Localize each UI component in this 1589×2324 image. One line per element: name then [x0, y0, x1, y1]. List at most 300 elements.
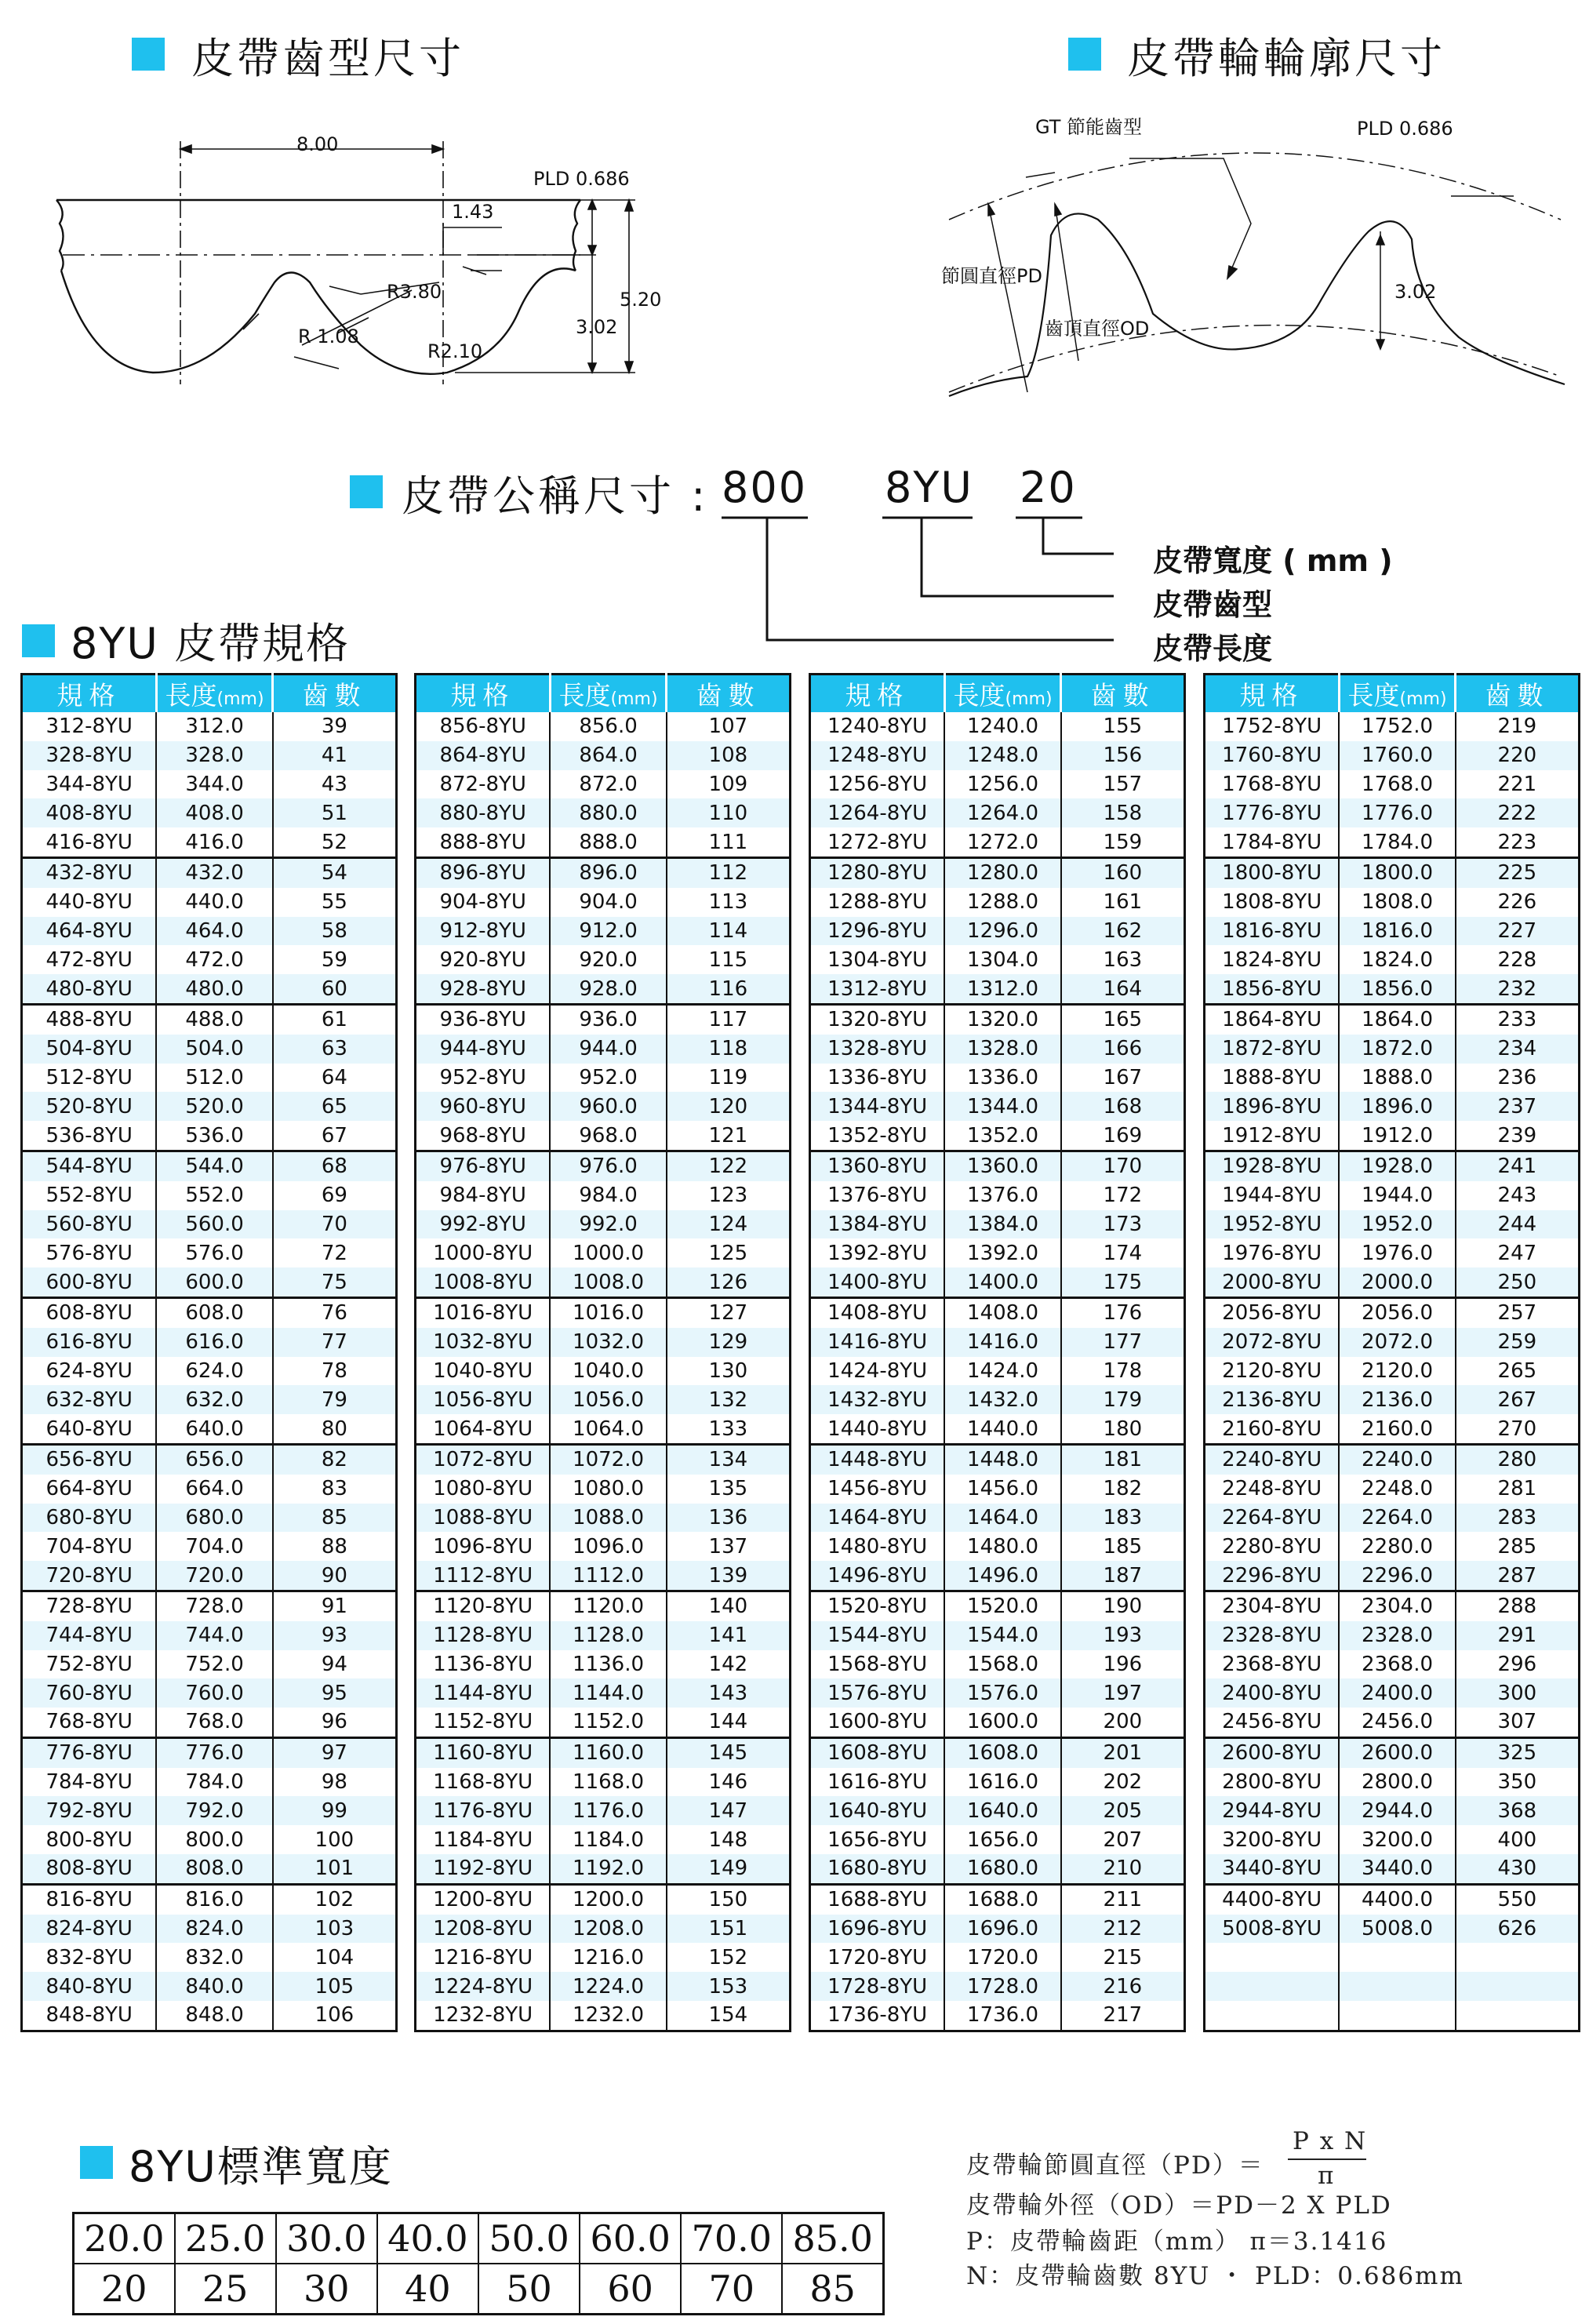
name-cell: 2264-8YU — [1205, 1504, 1340, 1533]
name-cell: 1224-8YU — [416, 1972, 551, 2001]
table-row — [1205, 857, 1580, 887]
name-cell: 432-8YU — [22, 857, 157, 887]
table-row — [22, 1708, 397, 1737]
length-cell: 1000.0 — [550, 1238, 666, 1267]
table-row — [22, 1444, 397, 1474]
table-row — [810, 1210, 1185, 1239]
name-cell: 1280-8YU — [810, 857, 945, 887]
name-cell: 1320-8YU — [810, 1004, 945, 1034]
length-cell: 1720.0 — [944, 1943, 1060, 1972]
name-cell: 824-8YU — [22, 1915, 157, 1944]
name-cell: 744-8YU — [22, 1621, 157, 1650]
name-cell: 1520-8YU — [810, 1591, 945, 1620]
length-cell: 5008.0 — [1339, 1915, 1455, 1944]
name-cell: 1656-8YU — [827, 1828, 928, 1852]
name-cell: 1728-8YU — [810, 1972, 945, 2001]
teeth-cell: 97 — [273, 1737, 397, 1767]
table-row — [416, 1915, 791, 1944]
table-row — [810, 1854, 1185, 1884]
teeth-cell: 350 — [1456, 1768, 1580, 1797]
teeth-cell: 233 — [1456, 1004, 1580, 1034]
table-row — [1205, 1064, 1580, 1093]
table-row — [810, 974, 1185, 1004]
nominal-width: 20 — [1020, 463, 1077, 512]
name-cell: 2800-8YU — [1222, 1770, 1322, 1795]
name-cell: 1568-8YU — [827, 1652, 928, 1676]
length-cell: 2240.0 — [1339, 1444, 1455, 1474]
length-cell: 2136.0 — [1339, 1385, 1455, 1414]
spec-header-row — [416, 675, 791, 713]
name-cell: 4400-8YU — [1205, 1884, 1340, 1914]
name-cell: 1120-8YU — [416, 1591, 551, 1620]
width-cell: 70 — [681, 2264, 782, 2315]
teeth-cell: 98 — [273, 1768, 397, 1797]
length-cell: 1888.0 — [1339, 1064, 1455, 1093]
header-length: 長度(mm) — [944, 675, 1060, 713]
teeth-cell: 283 — [1456, 1504, 1580, 1533]
name-cell: 968-8YU — [439, 1123, 526, 1147]
table-row — [810, 1267, 1185, 1297]
teeth-cell: 127 — [667, 1297, 791, 1327]
name-cell: 880-8YU — [416, 798, 551, 827]
teeth-cell: 190 — [1061, 1591, 1185, 1620]
name-cell: 1888-8YU — [1222, 1065, 1322, 1089]
name-cell: 1912-8YU — [1222, 1123, 1322, 1147]
teeth-cell: 225 — [1456, 857, 1580, 887]
name-cell: 1736-8YU — [827, 2003, 928, 2028]
table-row — [416, 1884, 791, 1914]
length-cell: 1336.0 — [944, 1064, 1060, 1093]
name-cell: 1408-8YU — [810, 1297, 945, 1327]
teeth-cell: 68 — [273, 1151, 397, 1180]
name-cell: 2136-8YU — [1205, 1385, 1340, 1414]
table-row — [810, 1825, 1185, 1854]
name-cell: 912-8YU — [416, 917, 551, 946]
teeth-cell: 220 — [1456, 741, 1580, 770]
length-cell: 680.0 — [156, 1504, 272, 1533]
table-row — [1205, 770, 1580, 799]
table-row — [416, 1267, 791, 1297]
name-cell: 440-8YU — [45, 890, 133, 915]
name-cell: 1448-8YU — [810, 1444, 945, 1474]
teeth-cell: 368 — [1456, 1796, 1580, 1825]
table-row — [416, 974, 791, 1004]
length-cell: 416.0 — [156, 827, 272, 857]
table-row — [416, 1943, 791, 1972]
teeth-cell: 135 — [667, 1475, 791, 1504]
table-row — [416, 945, 791, 974]
teeth-cell: 280 — [1456, 1444, 1580, 1474]
table-row — [22, 945, 397, 974]
name-cell: 2600-8YU — [1205, 1737, 1340, 1767]
table-row — [22, 1151, 397, 1180]
teeth-cell: 244 — [1456, 1210, 1580, 1239]
length-cell: 816.0 — [156, 1884, 272, 1914]
length-cell: 1464.0 — [944, 1504, 1060, 1533]
teeth-cell: 147 — [667, 1796, 791, 1825]
name-cell: 784-8YU — [45, 1770, 133, 1795]
name-cell: 1056-8YU — [416, 1385, 551, 1414]
teeth-cell: 159 — [1061, 827, 1185, 857]
width-table — [72, 2212, 885, 2315]
name-cell: 800-8YU — [45, 1828, 133, 1852]
spec-table-4 — [1203, 673, 1580, 2032]
length-cell: 904.0 — [550, 888, 666, 917]
teeth-cell: 124 — [667, 1210, 791, 1239]
name-cell: 2944-8YU — [1205, 1796, 1340, 1825]
width-cell: 25.0 — [175, 2213, 276, 2264]
length-cell: 1312.0 — [944, 974, 1060, 1004]
table-row — [22, 1854, 397, 1884]
teeth-cell: 172 — [1061, 1181, 1185, 1210]
name-cell: 992-8YU — [416, 1210, 551, 1239]
table-row — [1205, 1768, 1580, 1797]
name-cell: 776-8YU — [22, 1737, 157, 1767]
table-row — [1205, 1591, 1580, 1620]
teeth-cell: 165 — [1061, 1004, 1185, 1034]
length-cell: 704.0 — [156, 1532, 272, 1561]
teeth-cell: 78 — [273, 1357, 397, 1386]
teeth-cell: 173 — [1061, 1210, 1185, 1239]
length-cell: 512.0 — [156, 1064, 272, 1093]
length-cell: 1224.0 — [550, 1972, 666, 2001]
name-cell: 1952-8YU — [1205, 1210, 1340, 1239]
dim-r380: R3.80 — [387, 281, 442, 303]
teeth-cell: 247 — [1456, 1238, 1580, 1267]
length-cell: 1800.0 — [1339, 857, 1455, 887]
teeth-cell: 183 — [1061, 1504, 1185, 1533]
name-cell: 976-8YU — [416, 1151, 551, 1180]
name-cell: 952-8YU — [439, 1065, 526, 1089]
table-row — [416, 1414, 791, 1444]
length-cell: 1232.0 — [550, 2001, 666, 2031]
header-name: 規格 — [22, 675, 157, 713]
table-row — [810, 1504, 1185, 1533]
teeth-cell: 76 — [273, 1297, 397, 1327]
length-cell: 888.0 — [550, 827, 666, 857]
teeth-cell: 237 — [1456, 1092, 1580, 1121]
name-cell: 720-8YU — [22, 1561, 157, 1591]
teeth-cell: 120 — [667, 1092, 791, 1121]
name-cell: 808-8YU — [22, 1854, 157, 1884]
table-row — [1205, 1854, 1580, 1884]
section-marker — [1068, 38, 1101, 71]
length-cell: 1480.0 — [944, 1532, 1060, 1561]
name-cell: 1424-8YU — [827, 1358, 928, 1383]
name-cell: 1312-8YU — [810, 974, 945, 1004]
teeth-cell: 93 — [273, 1621, 397, 1650]
teeth-cell: 168 — [1061, 1092, 1185, 1121]
length-cell: 544.0 — [156, 1151, 272, 1180]
teeth-cell: 61 — [273, 1004, 397, 1034]
table-row — [416, 1004, 791, 1034]
length-cell: 960.0 — [550, 1092, 666, 1121]
length-cell: 2296.0 — [1339, 1561, 1455, 1591]
length-cell: 1160.0 — [550, 1737, 666, 1767]
length-cell — [1339, 2001, 1455, 2031]
teeth-cell: 64 — [273, 1064, 397, 1093]
length-cell: 1448.0 — [944, 1444, 1060, 1474]
name-cell: 1088-8YU — [416, 1504, 551, 1533]
teeth-cell: 70 — [273, 1210, 397, 1239]
teeth-cell: 112 — [667, 857, 791, 887]
name-cell: 1144-8YU — [416, 1678, 551, 1708]
teeth-cell — [1456, 2001, 1580, 2031]
length-cell: 792.0 — [156, 1796, 272, 1825]
table-row — [1205, 1267, 1580, 1297]
section-marker — [22, 624, 55, 657]
table-row — [22, 1092, 397, 1121]
name-cell: 2296-8YU — [1205, 1561, 1340, 1591]
name-cell: 1016-8YU — [416, 1297, 551, 1327]
teeth-cell: 102 — [273, 1884, 397, 1914]
teeth-cell: 169 — [1061, 1121, 1185, 1151]
name-cell: 1168-8YU — [433, 1770, 533, 1795]
teeth-cell: 39 — [273, 712, 397, 741]
name-cell: 1296-8YU — [810, 917, 945, 946]
section-marker — [132, 38, 165, 71]
table-row — [22, 1004, 397, 1034]
name-cell: 752-8YU — [45, 1652, 133, 1676]
label-pd: 節圓直徑PD — [941, 265, 1042, 287]
table-row — [810, 1151, 1185, 1180]
table-row — [810, 712, 1185, 741]
teeth-cell: 400 — [1456, 1825, 1580, 1854]
teeth-cell: 43 — [273, 770, 397, 799]
table-row — [1205, 917, 1580, 946]
name-cell: 1112-8YU — [416, 1561, 551, 1591]
length-cell: 1152.0 — [550, 1708, 666, 1737]
name-cell: 1872-8YU — [1205, 1035, 1340, 1064]
length-cell: 488.0 — [156, 1004, 272, 1034]
length-cell: 1240.0 — [944, 712, 1060, 741]
pulley-profile-title: 皮帶輪輪廓尺寸 — [1127, 34, 1445, 83]
table-row — [22, 1475, 397, 1504]
teeth-cell: 104 — [273, 1943, 397, 1972]
teeth-cell: 234 — [1456, 1035, 1580, 1064]
length-cell: 1168.0 — [550, 1768, 666, 1797]
teeth-cell: 82 — [273, 1444, 397, 1474]
length-cell: 632.0 — [156, 1385, 272, 1414]
length-cell: 848.0 — [156, 2001, 272, 2031]
teeth-cell: 151 — [667, 1915, 791, 1944]
teeth-cell: 300 — [1456, 1678, 1580, 1708]
length-cell: 2264.0 — [1339, 1504, 1455, 1533]
length-cell: 1264.0 — [944, 798, 1060, 827]
name-cell: 1328-8YU — [810, 1035, 945, 1064]
length-cell: 920.0 — [550, 945, 666, 974]
width-cell: 40.0 — [377, 2213, 478, 2264]
length-cell: 1952.0 — [1339, 1210, 1455, 1239]
teeth-cell: 222 — [1456, 798, 1580, 827]
teeth-cell: 217 — [1061, 2001, 1185, 2031]
teeth-cell: 181 — [1061, 1444, 1185, 1474]
length-cell: 1544.0 — [944, 1621, 1060, 1650]
name-cell: 1032-8YU — [416, 1328, 551, 1357]
table-row — [22, 1737, 397, 1767]
name-cell: 1608-8YU — [810, 1737, 945, 1767]
name-cell — [1205, 1943, 1340, 1972]
length-cell: 504.0 — [156, 1035, 272, 1064]
length-cell: 1856.0 — [1339, 974, 1455, 1004]
name-cell: 2240-8YU — [1205, 1444, 1340, 1474]
name-cell: 1184-8YU — [433, 1828, 533, 1852]
table-row — [22, 888, 397, 917]
table-row — [22, 974, 397, 1004]
spec-header-row — [1205, 675, 1580, 713]
teeth-cell: 211 — [1061, 1884, 1185, 1914]
teeth-cell: 152 — [667, 1943, 791, 1972]
name-cell: 1976-8YU — [1222, 1241, 1322, 1265]
table-row — [1205, 1532, 1580, 1561]
spec-header-row — [810, 675, 1185, 713]
length-cell: 608.0 — [156, 1297, 272, 1327]
length-cell: 1640.0 — [944, 1796, 1060, 1825]
table-row — [810, 1768, 1185, 1797]
length-cell: 1360.0 — [944, 1151, 1060, 1180]
table-row — [810, 1004, 1185, 1034]
length-cell: 1760.0 — [1339, 741, 1455, 770]
length-cell: 1128.0 — [550, 1621, 666, 1650]
teeth-cell: 119 — [667, 1064, 791, 1093]
table-row — [810, 857, 1185, 887]
length-cell: 1184.0 — [550, 1825, 666, 1854]
header-name: 規格 — [1205, 675, 1340, 713]
dim-pitch: 8.00 — [296, 133, 339, 155]
table-row — [416, 1621, 791, 1650]
table-row — [22, 1532, 397, 1561]
teeth-cell: 156 — [1061, 741, 1185, 770]
length-cell: 472.0 — [156, 945, 272, 974]
name-cell: 3200-8YU — [1222, 1828, 1322, 1852]
name-cell: 608-8YU — [22, 1297, 157, 1327]
name-cell: 624-8YU — [45, 1358, 133, 1383]
name-cell: 1864-8YU — [1205, 1004, 1340, 1034]
table-row — [416, 1035, 791, 1064]
length-cell: 952.0 — [550, 1064, 666, 1093]
teeth-cell: 216 — [1061, 1972, 1185, 2001]
table-row — [1205, 798, 1580, 827]
table-row — [416, 1121, 791, 1151]
table-row — [1205, 712, 1580, 741]
table-row — [22, 1884, 397, 1914]
teeth-cell: 54 — [273, 857, 397, 887]
teeth-cell: 146 — [667, 1768, 791, 1797]
length-cell: 1320.0 — [944, 1004, 1060, 1034]
name-cell: 2280-8YU — [1222, 1534, 1322, 1558]
length-cell: 1136.0 — [550, 1650, 666, 1679]
table-row — [1205, 1444, 1580, 1474]
table-row — [1205, 1561, 1580, 1591]
length-cell: 2944.0 — [1339, 1796, 1455, 1825]
name-cell: 312-8YU — [45, 715, 133, 739]
section-marker — [350, 475, 383, 508]
table-row — [416, 2001, 791, 2031]
length-cell: 2056.0 — [1339, 1297, 1455, 1327]
name-cell: 2456-8YU — [1222, 1710, 1322, 1734]
length-cell: 1352.0 — [944, 1121, 1060, 1151]
length-cell: 1328.0 — [944, 1035, 1060, 1064]
teeth-cell: 182 — [1061, 1475, 1185, 1504]
name-cell: 560-8YU — [22, 1210, 157, 1239]
name-cell: 2056-8YU — [1205, 1297, 1340, 1327]
length-cell: 3440.0 — [1339, 1854, 1455, 1884]
name-cell: 960-8YU — [416, 1092, 551, 1121]
teeth-cell: 65 — [273, 1092, 397, 1121]
table-row — [22, 1035, 397, 1064]
name-cell: 840-8YU — [22, 1972, 157, 2001]
table-row — [810, 2001, 1185, 2031]
name-cell: 2400-8YU — [1205, 1678, 1340, 1708]
teeth-cell: 101 — [273, 1854, 397, 1884]
teeth-cell: 59 — [273, 945, 397, 974]
teeth-cell: 116 — [667, 974, 791, 1004]
name-cell: 1800-8YU — [1205, 857, 1340, 887]
length-cell: 1064.0 — [550, 1414, 666, 1444]
explain-type: 皮帶齒型 — [1153, 587, 1273, 622]
name-cell: 1400-8YU — [810, 1267, 945, 1297]
length-cell: 1032.0 — [550, 1328, 666, 1357]
table-row — [810, 1092, 1185, 1121]
label-od: 齒頂直徑OD — [1045, 318, 1150, 340]
explain-width: 皮帶寬度 ( mm ) — [1153, 544, 1393, 578]
teeth-cell: 103 — [273, 1915, 397, 1944]
teeth-cell: 267 — [1456, 1385, 1580, 1414]
table-row — [1205, 1621, 1580, 1650]
length-cell: 1296.0 — [944, 917, 1060, 946]
table-row — [1205, 741, 1580, 770]
length-cell: 2248.0 — [1339, 1475, 1455, 1504]
table-row — [810, 1475, 1185, 1504]
length-cell: 976.0 — [550, 1151, 666, 1180]
name-cell: 1128-8YU — [416, 1621, 551, 1650]
length-cell: 1568.0 — [944, 1650, 1060, 1679]
dim-302: 3.02 — [576, 316, 618, 338]
length-cell: 552.0 — [156, 1181, 272, 1210]
table-row — [416, 1504, 791, 1533]
table-row — [810, 1650, 1185, 1679]
table-row — [416, 712, 791, 741]
name-cell: 616-8YU — [22, 1328, 157, 1357]
header-teeth: 齒數 — [667, 675, 791, 713]
table-row — [1205, 1414, 1580, 1444]
name-cell: 1720-8YU — [827, 1945, 928, 1969]
name-cell: 1264-8YU — [810, 798, 945, 827]
table-row — [22, 857, 397, 887]
length-cell: 656.0 — [156, 1444, 272, 1474]
teeth-cell: 177 — [1061, 1328, 1185, 1357]
table-row — [810, 798, 1185, 827]
teeth-cell: 174 — [1061, 1238, 1185, 1267]
name-cell: 1272-8YU — [827, 830, 928, 854]
teeth-cell: 550 — [1456, 1884, 1580, 1914]
formula-n: N：皮帶輪齒數 8YU ・ PLD：0.686mm — [966, 2262, 1464, 2290]
name-cell: 2248-8YU — [1222, 1477, 1322, 1501]
name-cell: 1752-8YU — [1222, 715, 1322, 739]
name-cell: 1216-8YU — [433, 1945, 533, 1969]
width-cell: 60 — [580, 2264, 681, 2315]
table-row — [22, 712, 397, 741]
header-length: 長度(mm) — [156, 675, 272, 713]
length-cell: 752.0 — [156, 1650, 272, 1679]
teeth-cell: 133 — [667, 1414, 791, 1444]
length-cell: 1976.0 — [1339, 1238, 1455, 1267]
table-row — [416, 1475, 791, 1504]
length-cell: 640.0 — [156, 1414, 272, 1444]
length-cell: 1432.0 — [944, 1385, 1060, 1414]
name-cell: 792-8YU — [22, 1796, 157, 1825]
length-cell: 464.0 — [156, 917, 272, 946]
